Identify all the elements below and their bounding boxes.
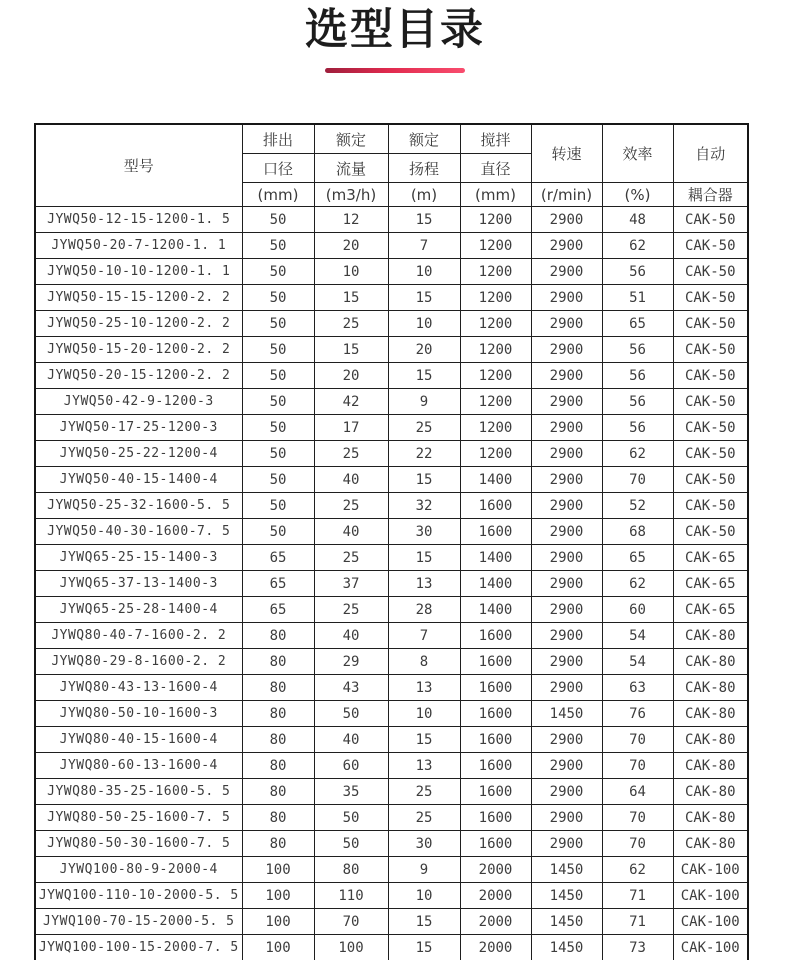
cell-stir-diameter: 1200 [460, 233, 531, 259]
cell-rated-head: 13 [388, 571, 460, 597]
cell-rated-head: 25 [388, 415, 460, 441]
cell-coupling: CAK-80 [673, 727, 748, 753]
header-rated-head-unit: (m) [388, 183, 460, 207]
cell-efficiency: 56 [602, 415, 673, 441]
cell-model: JYWQ80-40-15-1600-4 [35, 727, 242, 753]
cell-model: JYWQ80-29-8-1600-2. 2 [35, 649, 242, 675]
cell-speed: 2900 [531, 233, 602, 259]
cell-coupling: CAK-50 [673, 493, 748, 519]
cell-rated-head: 9 [388, 389, 460, 415]
cell-efficiency: 70 [602, 831, 673, 857]
cell-stir-diameter: 1600 [460, 493, 531, 519]
cell-rated-flow: 10 [314, 259, 388, 285]
table-row [35, 363, 748, 389]
cell-stir-diameter: 2000 [460, 883, 531, 909]
cell-speed: 2900 [531, 389, 602, 415]
cell-stir-diameter: 2000 [460, 909, 531, 935]
table-row [35, 649, 748, 675]
cell-stir-diameter: 1400 [460, 545, 531, 571]
cell-coupling: CAK-80 [673, 753, 748, 779]
cell-rated-flow: 20 [314, 233, 388, 259]
cell-model: JYWQ50-25-10-1200-2. 2 [35, 311, 242, 337]
cell-speed: 2900 [531, 441, 602, 467]
cell-efficiency: 71 [602, 909, 673, 935]
cell-stir-diameter: 1400 [460, 467, 531, 493]
cell-model: JYWQ50-20-15-1200-2. 2 [35, 363, 242, 389]
cell-speed: 2900 [531, 831, 602, 857]
cell-model: JYWQ50-40-15-1400-4 [35, 467, 242, 493]
cell-stir-diameter: 2000 [460, 935, 531, 960]
cell-rated-head: 30 [388, 519, 460, 545]
cell-coupling: CAK-80 [673, 623, 748, 649]
cell-speed: 1450 [531, 857, 602, 883]
table-row [35, 935, 748, 960]
cell-model: JYWQ80-40-7-1600-2. 2 [35, 623, 242, 649]
cell-speed: 2900 [531, 727, 602, 753]
header-efficiency: 效率 [602, 124, 673, 183]
cell-speed: 2900 [531, 311, 602, 337]
cell-rated-flow: 42 [314, 389, 388, 415]
cell-stir-diameter: 1200 [460, 207, 531, 233]
cell-rated-head: 30 [388, 831, 460, 857]
cell-stir-diameter: 1200 [460, 441, 531, 467]
cell-model: JYWQ65-25-28-1400-4 [35, 597, 242, 623]
cell-coupling: CAK-80 [673, 779, 748, 805]
cell-coupling: CAK-80 [673, 805, 748, 831]
cell-rated-flow: 50 [314, 701, 388, 727]
cell-outlet-diameter: 100 [242, 935, 314, 960]
cell-model: JYWQ65-37-13-1400-3 [35, 571, 242, 597]
cell-coupling: CAK-80 [673, 649, 748, 675]
cell-stir-diameter: 1600 [460, 701, 531, 727]
cell-rated-flow: 40 [314, 519, 388, 545]
table-row [35, 701, 748, 727]
title-accent-underline [325, 68, 465, 73]
cell-model: JYWQ50-40-30-1600-7. 5 [35, 519, 242, 545]
table-row [35, 441, 748, 467]
cell-efficiency: 70 [602, 467, 673, 493]
cell-rated-head: 10 [388, 701, 460, 727]
cell-efficiency: 70 [602, 753, 673, 779]
cell-coupling: CAK-80 [673, 831, 748, 857]
cell-stir-diameter: 1600 [460, 519, 531, 545]
cell-outlet-diameter: 80 [242, 805, 314, 831]
cell-stir-diameter: 1600 [460, 779, 531, 805]
header-stir-diameter-line2: 直径 [460, 154, 531, 183]
cell-efficiency: 71 [602, 883, 673, 909]
cell-rated-head: 15 [388, 467, 460, 493]
cell-rated-head: 22 [388, 441, 460, 467]
cell-efficiency: 56 [602, 363, 673, 389]
cell-rated-head: 25 [388, 779, 460, 805]
cell-efficiency: 54 [602, 649, 673, 675]
cell-speed: 2900 [531, 467, 602, 493]
cell-stir-diameter: 1200 [460, 311, 531, 337]
cell-outlet-diameter: 50 [242, 389, 314, 415]
cell-outlet-diameter: 100 [242, 883, 314, 909]
cell-rated-flow: 40 [314, 623, 388, 649]
cell-rated-flow: 25 [314, 311, 388, 337]
table-row [35, 519, 748, 545]
cell-model: JYWQ80-35-25-1600-5. 5 [35, 779, 242, 805]
cell-outlet-diameter: 50 [242, 207, 314, 233]
cell-model: JYWQ100-80-9-2000-4 [35, 857, 242, 883]
cell-speed: 2900 [531, 571, 602, 597]
cell-rated-flow: 80 [314, 857, 388, 883]
cell-outlet-diameter: 80 [242, 701, 314, 727]
cell-stir-diameter: 1200 [460, 389, 531, 415]
cell-speed: 2900 [531, 493, 602, 519]
cell-coupling: CAK-50 [673, 337, 748, 363]
table-row [35, 467, 748, 493]
cell-model: JYWQ50-25-32-1600-5. 5 [35, 493, 242, 519]
cell-coupling: CAK-100 [673, 909, 748, 935]
cell-coupling: CAK-100 [673, 857, 748, 883]
cell-model: JYWQ50-15-15-1200-2. 2 [35, 285, 242, 311]
table-row [35, 311, 748, 337]
header-outlet-diameter-line1: 排出 [242, 124, 314, 154]
cell-rated-head: 20 [388, 337, 460, 363]
cell-outlet-diameter: 50 [242, 233, 314, 259]
header-efficiency-unit: (%) [602, 183, 673, 207]
cell-rated-flow: 40 [314, 467, 388, 493]
cell-efficiency: 62 [602, 857, 673, 883]
cell-rated-head: 15 [388, 909, 460, 935]
header-model: 型号 [35, 124, 242, 207]
cell-efficiency: 70 [602, 805, 673, 831]
cell-model: JYWQ50-20-7-1200-1. 1 [35, 233, 242, 259]
cell-model: JYWQ65-25-15-1400-3 [35, 545, 242, 571]
cell-speed: 1450 [531, 909, 602, 935]
header-outlet-diameter-unit: (mm) [242, 183, 314, 207]
cell-coupling: CAK-50 [673, 259, 748, 285]
cell-rated-flow: 25 [314, 597, 388, 623]
cell-speed: 2900 [531, 753, 602, 779]
selection-table [34, 123, 749, 960]
cell-outlet-diameter: 50 [242, 493, 314, 519]
table-row [35, 727, 748, 753]
cell-coupling: CAK-50 [673, 285, 748, 311]
cell-efficiency: 62 [602, 571, 673, 597]
cell-rated-head: 15 [388, 545, 460, 571]
cell-coupling: CAK-65 [673, 597, 748, 623]
header-speed: 转速 [531, 124, 602, 183]
cell-rated-flow: 15 [314, 337, 388, 363]
cell-rated-flow: 50 [314, 805, 388, 831]
cell-outlet-diameter: 80 [242, 623, 314, 649]
cell-efficiency: 62 [602, 441, 673, 467]
cell-speed: 2900 [531, 363, 602, 389]
table-row [35, 805, 748, 831]
cell-rated-flow: 100 [314, 935, 388, 960]
cell-rated-flow: 15 [314, 285, 388, 311]
cell-outlet-diameter: 50 [242, 467, 314, 493]
cell-rated-flow: 25 [314, 441, 388, 467]
cell-model: JYWQ50-42-9-1200-3 [35, 389, 242, 415]
cell-rated-head: 15 [388, 285, 460, 311]
cell-stir-diameter: 1600 [460, 649, 531, 675]
cell-coupling: CAK-50 [673, 363, 748, 389]
cell-efficiency: 64 [602, 779, 673, 805]
cell-stir-diameter: 1600 [460, 831, 531, 857]
table-row [35, 493, 748, 519]
cell-stir-diameter: 1200 [460, 285, 531, 311]
cell-rated-flow: 50 [314, 831, 388, 857]
cell-outlet-diameter: 80 [242, 675, 314, 701]
table-row [35, 207, 748, 233]
table-row [35, 285, 748, 311]
header-rated-flow-unit: (m3/h) [314, 183, 388, 207]
cell-speed: 2900 [531, 519, 602, 545]
cell-stir-diameter: 1400 [460, 571, 531, 597]
cell-stir-diameter: 1600 [460, 727, 531, 753]
cell-speed: 2900 [531, 805, 602, 831]
cell-outlet-diameter: 100 [242, 909, 314, 935]
cell-stir-diameter: 1600 [460, 753, 531, 779]
cell-efficiency: 56 [602, 259, 673, 285]
cell-stir-diameter: 1200 [460, 363, 531, 389]
table-body [35, 207, 748, 960]
cell-rated-head: 13 [388, 675, 460, 701]
header-coupling-unit: 耦合器 [673, 183, 748, 207]
table-row [35, 233, 748, 259]
cell-rated-flow: 60 [314, 753, 388, 779]
cell-rated-head: 7 [388, 623, 460, 649]
cell-efficiency: 76 [602, 701, 673, 727]
cell-rated-head: 10 [388, 311, 460, 337]
cell-stir-diameter: 1200 [460, 259, 531, 285]
cell-model: JYWQ80-50-30-1600-7. 5 [35, 831, 242, 857]
cell-outlet-diameter: 50 [242, 311, 314, 337]
table-row [35, 415, 748, 441]
cell-efficiency: 52 [602, 493, 673, 519]
cell-speed: 2900 [531, 415, 602, 441]
cell-rated-head: 10 [388, 883, 460, 909]
cell-model: JYWQ50-12-15-1200-1. 5 [35, 207, 242, 233]
page-title: 选型目录 [305, 5, 485, 55]
header-speed-unit: (r/min) [531, 183, 602, 207]
table-row [35, 597, 748, 623]
cell-coupling: CAK-65 [673, 545, 748, 571]
cell-outlet-diameter: 65 [242, 571, 314, 597]
table-row [35, 753, 748, 779]
header-rated-head-line2: 扬程 [388, 154, 460, 183]
cell-coupling: CAK-65 [673, 571, 748, 597]
cell-stir-diameter: 1600 [460, 675, 531, 701]
selection-table-container [34, 123, 749, 960]
cell-efficiency: 73 [602, 935, 673, 960]
cell-rated-head: 28 [388, 597, 460, 623]
cell-efficiency: 54 [602, 623, 673, 649]
cell-stir-diameter: 1200 [460, 415, 531, 441]
cell-rated-head: 7 [388, 233, 460, 259]
cell-speed: 1450 [531, 883, 602, 909]
cell-rated-head: 13 [388, 753, 460, 779]
cell-efficiency: 56 [602, 337, 673, 363]
cell-speed: 1450 [531, 701, 602, 727]
cell-speed: 2900 [531, 675, 602, 701]
cell-model: JYWQ50-15-20-1200-2. 2 [35, 337, 242, 363]
cell-speed: 2900 [531, 285, 602, 311]
cell-model: JYWQ80-60-13-1600-4 [35, 753, 242, 779]
cell-speed: 2900 [531, 597, 602, 623]
cell-model: JYWQ80-43-13-1600-4 [35, 675, 242, 701]
cell-speed: 2900 [531, 623, 602, 649]
cell-efficiency: 51 [602, 285, 673, 311]
cell-coupling: CAK-50 [673, 467, 748, 493]
table-row [35, 389, 748, 415]
table-row [35, 779, 748, 805]
cell-speed: 2900 [531, 649, 602, 675]
cell-rated-flow: 43 [314, 675, 388, 701]
cell-rated-head: 10 [388, 259, 460, 285]
cell-efficiency: 70 [602, 727, 673, 753]
table-row [35, 675, 748, 701]
cell-rated-flow: 110 [314, 883, 388, 909]
table-row [35, 883, 748, 909]
cell-rated-head: 15 [388, 363, 460, 389]
header-rated-flow-line2: 流量 [314, 154, 388, 183]
cell-speed: 2900 [531, 337, 602, 363]
cell-stir-diameter: 2000 [460, 857, 531, 883]
cell-model: JYWQ50-25-22-1200-4 [35, 441, 242, 467]
cell-outlet-diameter: 80 [242, 831, 314, 857]
cell-rated-flow: 12 [314, 207, 388, 233]
cell-outlet-diameter: 80 [242, 649, 314, 675]
cell-model: JYWQ80-50-25-1600-7. 5 [35, 805, 242, 831]
cell-outlet-diameter: 80 [242, 779, 314, 805]
cell-stir-diameter: 1200 [460, 337, 531, 363]
cell-rated-head: 15 [388, 727, 460, 753]
cell-efficiency: 68 [602, 519, 673, 545]
cell-coupling: CAK-50 [673, 311, 748, 337]
cell-rated-head: 15 [388, 207, 460, 233]
cell-efficiency: 63 [602, 675, 673, 701]
cell-rated-flow: 29 [314, 649, 388, 675]
cell-efficiency: 56 [602, 389, 673, 415]
table-header [35, 124, 748, 207]
cell-outlet-diameter: 50 [242, 337, 314, 363]
cell-rated-head: 8 [388, 649, 460, 675]
cell-outlet-diameter: 65 [242, 545, 314, 571]
header-outlet-diameter-line2: 口径 [242, 154, 314, 183]
cell-speed: 2900 [531, 779, 602, 805]
cell-rated-flow: 17 [314, 415, 388, 441]
cell-model: JYWQ100-100-15-2000-7. 5 [35, 935, 242, 960]
cell-coupling: CAK-50 [673, 441, 748, 467]
cell-rated-head: 25 [388, 805, 460, 831]
cell-rated-flow: 70 [314, 909, 388, 935]
cell-stir-diameter: 1400 [460, 597, 531, 623]
cell-rated-flow: 25 [314, 545, 388, 571]
cell-stir-diameter: 1600 [460, 623, 531, 649]
cell-model: JYWQ80-50-10-1600-3 [35, 701, 242, 727]
cell-coupling: CAK-50 [673, 207, 748, 233]
cell-outlet-diameter: 50 [242, 363, 314, 389]
cell-model: JYWQ50-17-25-1200-3 [35, 415, 242, 441]
table-row [35, 545, 748, 571]
header-rated-flow-line1: 额定 [314, 124, 388, 154]
cell-model: JYWQ100-70-15-2000-5. 5 [35, 909, 242, 935]
cell-coupling: CAK-50 [673, 389, 748, 415]
cell-speed: 1450 [531, 935, 602, 960]
cell-outlet-diameter: 50 [242, 415, 314, 441]
cell-rated-flow: 40 [314, 727, 388, 753]
cell-speed: 2900 [531, 207, 602, 233]
cell-model: JYWQ100-110-10-2000-5. 5 [35, 883, 242, 909]
cell-efficiency: 48 [602, 207, 673, 233]
table-row [35, 337, 748, 363]
cell-rated-head: 15 [388, 935, 460, 960]
table-row [35, 259, 748, 285]
cell-efficiency: 65 [602, 311, 673, 337]
cell-coupling: CAK-100 [673, 935, 748, 960]
cell-rated-head: 32 [388, 493, 460, 519]
cell-coupling: CAK-80 [673, 701, 748, 727]
cell-outlet-diameter: 50 [242, 259, 314, 285]
cell-outlet-diameter: 50 [242, 441, 314, 467]
cell-coupling: CAK-50 [673, 415, 748, 441]
cell-rated-flow: 37 [314, 571, 388, 597]
header-stir-diameter-unit: (mm) [460, 183, 531, 207]
cell-coupling: CAK-80 [673, 675, 748, 701]
table-row [35, 571, 748, 597]
header-rated-head-line1: 额定 [388, 124, 460, 154]
cell-stir-diameter: 1600 [460, 805, 531, 831]
cell-speed: 2900 [531, 259, 602, 285]
cell-coupling: CAK-100 [673, 883, 748, 909]
cell-efficiency: 62 [602, 233, 673, 259]
cell-outlet-diameter: 100 [242, 857, 314, 883]
table-row [35, 857, 748, 883]
table-row [35, 909, 748, 935]
cell-outlet-diameter: 80 [242, 727, 314, 753]
cell-outlet-diameter: 50 [242, 519, 314, 545]
cell-rated-flow: 25 [314, 493, 388, 519]
cell-rated-flow: 35 [314, 779, 388, 805]
cell-rated-head: 9 [388, 857, 460, 883]
cell-efficiency: 65 [602, 545, 673, 571]
cell-outlet-diameter: 50 [242, 285, 314, 311]
cell-speed: 2900 [531, 545, 602, 571]
cell-coupling: CAK-50 [673, 519, 748, 545]
cell-model: JYWQ50-10-10-1200-1. 1 [35, 259, 242, 285]
header-stir-diameter-line1: 搅拌 [460, 124, 531, 154]
cell-outlet-diameter: 80 [242, 753, 314, 779]
cell-rated-flow: 20 [314, 363, 388, 389]
cell-coupling: CAK-50 [673, 233, 748, 259]
cell-efficiency: 60 [602, 597, 673, 623]
table-row [35, 623, 748, 649]
cell-outlet-diameter: 65 [242, 597, 314, 623]
table-row [35, 831, 748, 857]
header-auto-coupling: 自动 [673, 124, 748, 183]
